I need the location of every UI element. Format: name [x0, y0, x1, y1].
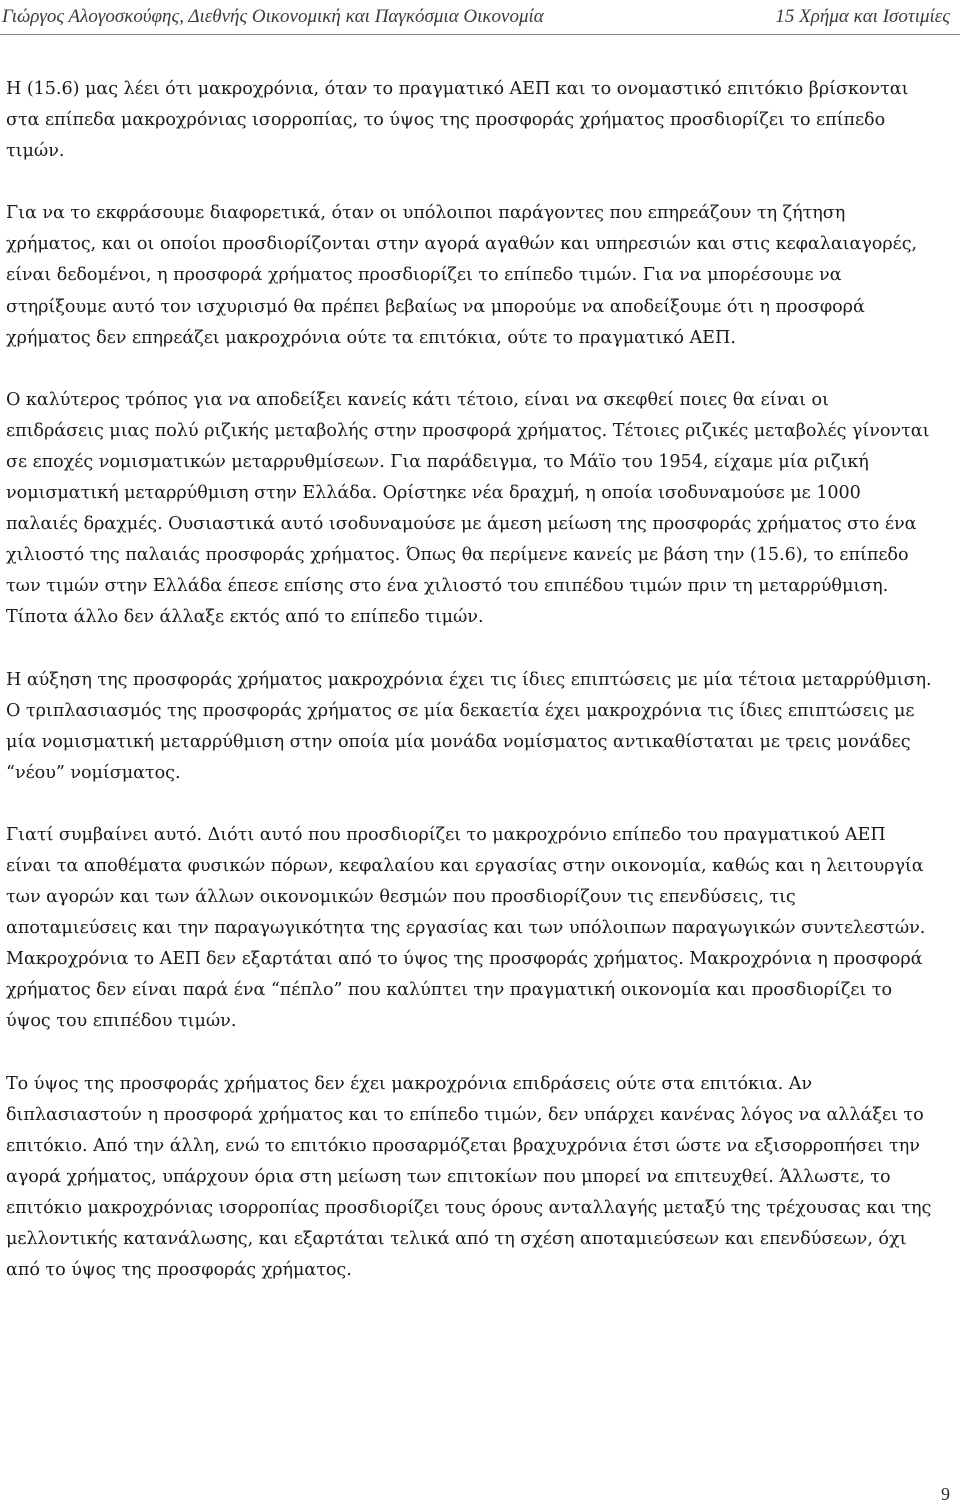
paragraph-2: Για να το εκφράσουμε διαφορετικά, όταν οι υπόλοιποι παράγοντες που επηρεάζουν τη ζήτηση χρήματος, και οι οποίοι προσδιορίζονται στην αγορά αγαθών και υπηρεσιών και στις κεφαλαιαγορές, είναι δεδομένοι, η προσφορά χρήματος προσδιορίζει το επίπεδο τιμών. Για να μπορέσουμε να στηρίξουμε αυτό τον ισχυρισμό θα πρέπει βεβαίως να μπορούμε να αποδείξουμε ότι η προσφορά χρήματος δεν επηρεάζει μακροχρόνια ούτε τα επιτόκια, ούτε το πραγματικό ΑΕΠ.	[6, 203, 918, 348]
header-chapter-title: 15 Χρήμα και Ισοτιμίες	[775, 6, 950, 27]
paragraph-4: Η αύξηση της προσφοράς χρήματος μακροχρόνια έχει τις ίδιες επιπτώσεις με μία τέτοια μεταρρύθμιση. Ο τριπλασιασμός της προσφοράς χρήματος σε μία δεκαετία έχει μακροχρόνια τις ίδιες επιπτώσεις με μία νομισματική μεταρρύθμιση στην οποία μία μονάδα νομίσματος αντικαθίσταται με τρεις μονάδες “νέου” νομίσματος.	[6, 669, 932, 783]
header-author-title: Γιώργος Αλογοσκούφης, Διεθνής Οικονομική και Παγκόσμια Οικονομία	[2, 6, 544, 27]
body-text	[6, 74, 932, 1286]
running-header	[2, 0, 950, 34]
page-number: 9	[941, 1484, 950, 1504]
paragraph-1: Η (15.6) μας λέει ότι μακροχρόνια, όταν το πραγματικό ΑΕΠ και το ονομαστικό επιτόκιο βρίσκονται στα επίπεδα μακροχρόνιας ισορροπίας, το ύψος της προσφοράς χρήματος προσδιορίζει το επίπεδο τιμών.	[6, 79, 909, 162]
header-divider	[0, 34, 960, 35]
paragraph-5: Γιατί συμβαίνει αυτό. Διότι αυτό που προσδιορίζει το μακροχρόνιο επίπεδο του πραγματικού ΑΕΠ είναι τα αποθέματα φυσικών πόρων, κεφαλαίου και εργασίας στην οικονομία, καθώς και η λειτουργία των αγορών και των άλλων οικονομικών θεσμών που προσδιορίζουν τις επενδύσεις, τις αποταμιεύσεις και την παραγωγικότητα της εργασίας και των υπόλοιπων παραγωγικών συντελεστών. Μακροχρόνια το ΑΕΠ δεν εξαρτάται από το ύψος της προσφοράς χρήματος. Μακροχρόνια η προσφορά χρήματος δεν είναι παρά ένα “πέπλο” που καλύπτει την πραγματική οικονομία και προσδιορίζει το ύψος του επιπέδου τιμών.	[6, 824, 926, 1032]
paragraph-6: Το ύψος της προσφοράς χρήματος δεν έχει μακροχρόνια επιδράσεις ούτε στα επιτόκια. Αν διπλασιαστούν η προσφορά χρήματος και το επίπεδο τιμών, δεν υπάρχει κανένας λόγος να αλλάξει το επιτόκιο. Από την άλλη, ενώ το επιτόκιο προσαρμόζεται βραχυχρόνια έτσι ώστε να εξισορροπήσει την αγορά χρήματος, υπάρχουν όρια στη μείωση των επιτοκίων που μπορεί να επιτευχθεί. Άλλωστε, το επιτόκιο μακροχρόνιας ισορροπίας προσδιορίζει τους όρους ανταλλαγής μεταξύ της τρέχουσας και της μελλοντικής κατανάλωσης, και εξαρτάται τελικά από τη σχέση αποταμιεύσεων και επενδύσεων, όχι από το ύψος της προσφοράς χρήματος.	[6, 1073, 932, 1281]
paragraph-3: Ο καλύτερος τρόπος για να αποδείξει κανείς κάτι τέτοιο, είναι να σκεφθεί ποιες θα είναι οι επιδράσεις μιας πολύ ριζικής μεταβολής στην προσφορά χρήματος. Τέτοιες ριζικές μεταβολές γίνονται σε εποχές νομισματικών μεταρρυθμίσεων. Για παράδειγμα, το Μάϊο του 1954, είχαμε μία ριζική νομισματική μεταρρύθμιση στην Ελλάδα. Ορίστηκε νέα δραχμή, η οποία ισοδυναμούσε με 1000 παλαιές δραχμές. Ουσιαστικά αυτό ισοδυναμούσε με άμεση μείωση της προσφοράς χρήματος στο ένα χιλιοστό της παλαιάς προσφοράς χρήματος. Όπως θα περίμενε κανείς με βάση την (15.6), το επίπεδο των τιμών στην Ελλάδα έπεσε επίσης στο ένα χιλιοστό του επιπέδου τιμών πριν τη μεταρρύθμιση. Τίποτα άλλο δεν άλλαξε εκτός από το επίπεδο τιμών.	[6, 389, 930, 628]
